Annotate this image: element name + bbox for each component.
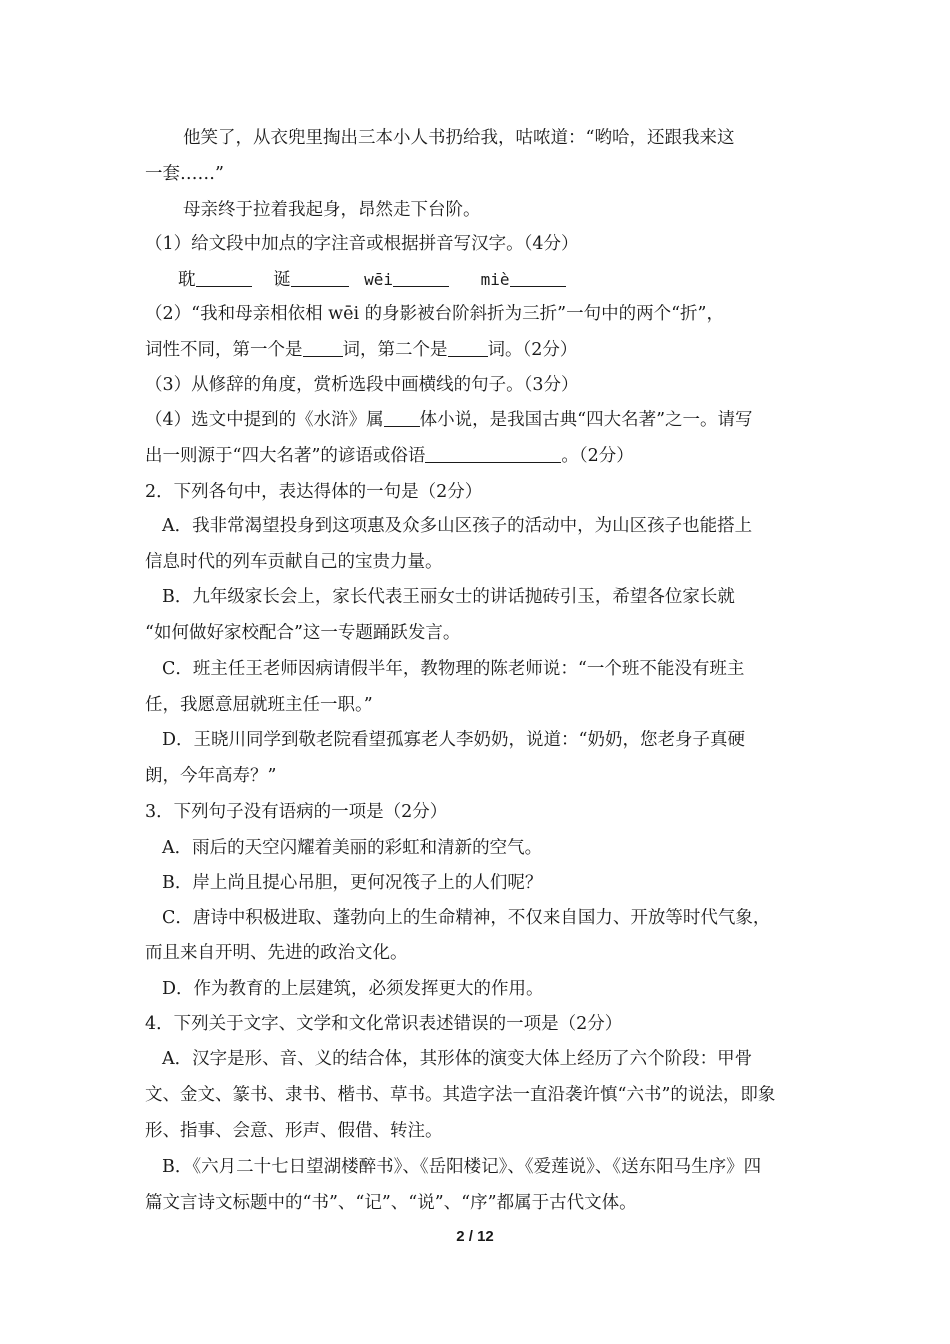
page-number: 2 / 12: [456, 1228, 494, 1245]
question-1-1-blanks: [178, 268, 566, 292]
question-3: 3．下列句子没有语病的一项是（2分）: [145, 802, 448, 822]
option-3b: B．岸上尚且提心吊胆，更何况筏子上的人们呢？: [162, 873, 543, 893]
answer-blank: [393, 268, 449, 287]
answer-blank: [510, 268, 566, 287]
option-2a-cont: 信息时代的列车贡献自己的宝贵力量。: [145, 552, 443, 572]
option-2b: B．九年级家长会上，家长代表王丽女士的讲话抛砖引玉，希望各位家长就: [162, 587, 735, 607]
option-3a: A．雨后的天空闪耀着美丽的彩虹和清新的空气。: [162, 838, 543, 858]
pinyin-2: miè: [480, 270, 510, 289]
answer-blank: [384, 408, 420, 427]
char-2: 诞: [273, 270, 291, 290]
option-4b-cont: 篇文言诗文标题中的“书”、“记”、“说”、“序”都属于古代文体。: [145, 1193, 637, 1213]
answer-blank: [196, 268, 252, 287]
option-4a-cont: 文、金文、篆书、隶书、楷书、草书。其造字法一直沿袭许慎“六书”的说法，即象: [145, 1085, 776, 1105]
option-2b-cont: “如何做好家校配合”这一专题踊跃发言。: [145, 623, 461, 643]
question-1-2-cont: 词性不同，第一个是 词，第二个是 词。（2分）: [145, 340, 578, 360]
question-2: 2．下列各句中，表达得体的一句是（2分）: [145, 482, 483, 502]
passage-line: 他笑了，从衣兜里掏出三本小人书扔给我，咕哝道：“哟哈，还跟我来这: [183, 128, 735, 148]
question-1-3: （3）从修辞的角度，赏析选段中画横线的句子。（3分）: [145, 375, 579, 395]
option-4b: B．《六月二十七日望湖楼醉书》、《岳阳楼记》、《爱莲说》、《送东阳马生序》四: [162, 1157, 762, 1177]
option-2c: C．班主任王老师因病请假半年，教物理的陈老师说：“一个班不能没有班主: [162, 659, 745, 679]
option-2c-cont: 任，我愿意屈就班主任一职。”: [145, 695, 373, 715]
answer-blank: [425, 444, 561, 463]
option-3c: C．唐诗中积极进取、蓬勃向上的生命精神，不仅来自国力、开放等时代气象，: [162, 908, 771, 928]
option-2d-cont: 朗，今年高寿？”: [145, 766, 277, 786]
passage-line: 一套……”: [145, 164, 224, 184]
option-2d: D．王晓川同学到敬老院看望孤寡老人李奶奶，说道：“奶奶，您老身子真硬: [162, 730, 745, 750]
answer-blank: [303, 338, 343, 357]
question-1-4: （4）选文中提到的《水浒》属 体小说，是我国古典“四大名著”之一。请写: [145, 410, 753, 430]
option-2a: A．我非常渴望投身到这项惠及众多山区孩子的活动中，为山区孩子也能搭上: [162, 516, 753, 536]
option-4a: A．汉字是形、音、义的结合体，其形体的演变大体上经历了六个阶段：甲骨: [162, 1049, 753, 1069]
answer-blank: [448, 338, 488, 357]
pinyin-1: wēi: [364, 270, 394, 289]
option-3d: D．作为教育的上层建筑，必须发挥更大的作用。: [162, 979, 544, 999]
option-3c-cont: 而且来自开明、先进的政治文化。: [145, 943, 408, 963]
answer-blank: [291, 268, 349, 287]
question-1-1: （1）给文段中加点的字注音或根据拼音写汉字。（4分）: [145, 234, 579, 254]
question-1-2: （2）“我和母亲相依相 wēi 的身影被台阶斜折为三折”一句中的两个“折”，: [145, 304, 724, 324]
char-1: 耽: [178, 270, 196, 290]
question-1-4-cont: 出一则源于“四大名著”的谚语或俗语 。（2分）: [145, 446, 634, 466]
passage-line: 母亲终于拉着我起身，昂然走下台阶。: [183, 200, 481, 220]
question-4: 4．下列关于文字、文学和文化常识表述错误的一项是（2分）: [145, 1014, 623, 1034]
option-4a-cont: 形、指事、会意、形声、假借、转注。: [145, 1121, 443, 1141]
